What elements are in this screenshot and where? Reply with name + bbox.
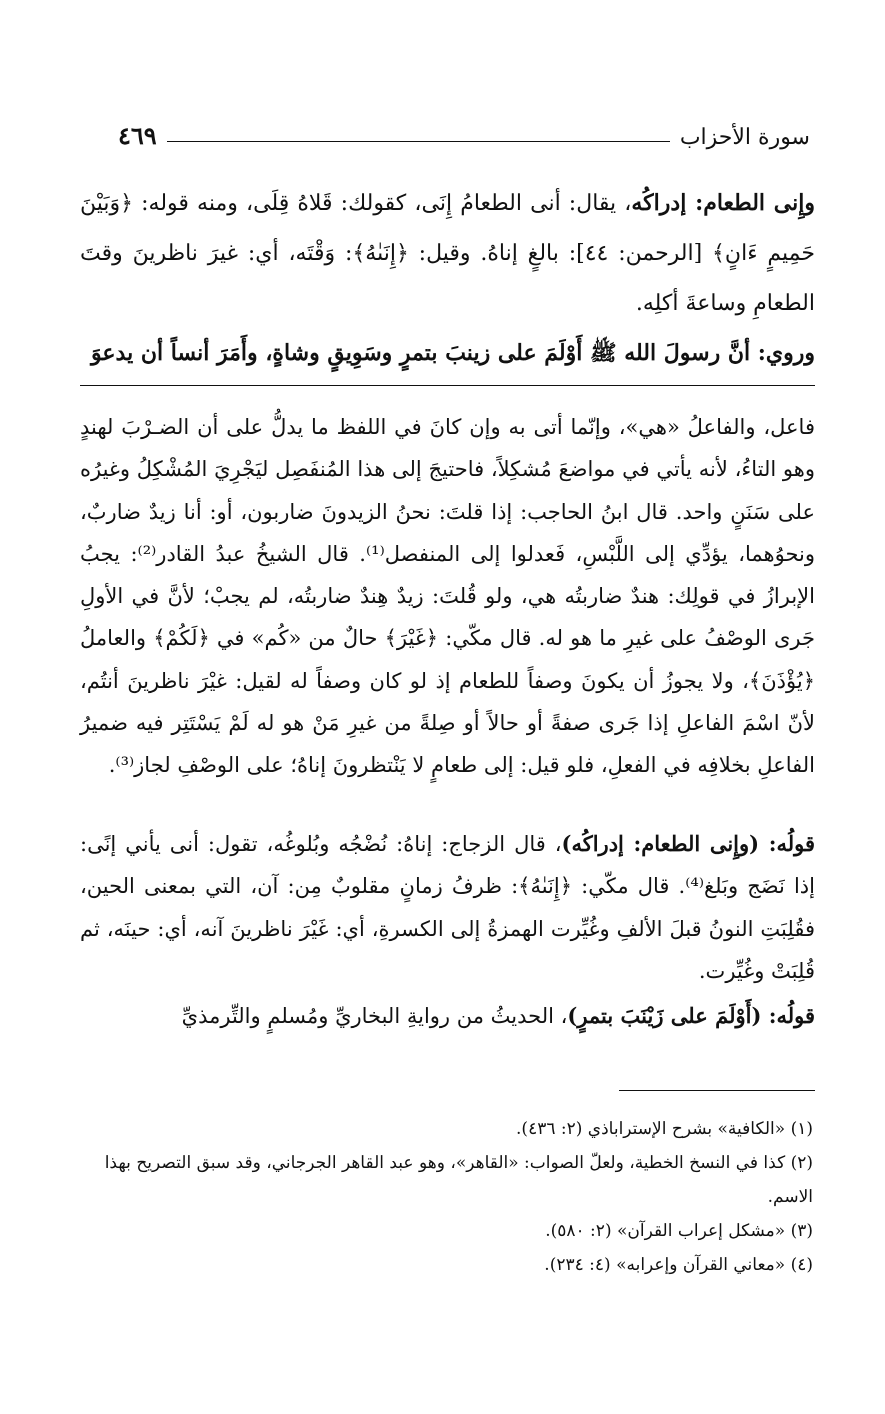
footnotes [80, 1112, 813, 1282]
matn-body: ، يقال: أنى الطعامُ إِنَى، كقولك: قَلاهُ قِلَى، ومنه قوله: ﴿وَبَيْنَ حَمِيمٍ ءَانٍ﴾ [الرحمن: ٤٤]: بالغٍ إناهُ. وقيل: ﴿إِنَىٰهُ﴾: وَقْتَه، أي: غيرَ ناظرينَ وقتَ الطعامِ وساعةَ أكلِه. [80, 191, 815, 316]
footnote-1: (١) «الكافية» بشرح الإستراباذي (٢: ٤٣٦). [516, 1119, 813, 1139]
sharh-2-lead: قولُه: (وإِنى الطعام: إدراكُه) [561, 831, 815, 856]
matn-hadith [80, 333, 815, 373]
footnote-4: (٤) «معاني القرآن وإعرابه» (٤: ٢٣٤). [544, 1255, 813, 1275]
matn-text [80, 178, 815, 329]
sharh-text-2 [80, 823, 815, 992]
matn-lead: وإِنى الطعام: إدراكُه [631, 190, 815, 216]
surah-title: سورة الأحزاب [679, 125, 810, 150]
footnote-divider [619, 1090, 815, 1091]
sharh-paragraph-2 [80, 823, 815, 992]
sharh-paragraph-3 [80, 995, 815, 1037]
header-rule [167, 141, 670, 142]
sharh-text-3 [80, 995, 815, 1037]
hadith-line: وروي: أنَّ رسولَ الله ﷺ أَوْلَمَ على زينبَ بتمرٍ وسَوِيقٍ وشاةٍ، وأَمَرَ أنساً أن يدعوَ [91, 340, 815, 366]
sharh-paragraph-1 [80, 406, 815, 787]
footnote-2: (٢) كذا في النسخ الخطية، ولعلّ الصواب: «القاهر»، وهو عبد القاهر الجرجاني، وقد سبق التصريح بهذا الاسم. [104, 1153, 813, 1207]
footnote-3: (٣) «مشكل إعراب القرآن» (٢: ٥٨٠). [545, 1221, 813, 1241]
sharh-3-lead: قولُه: (أَوْلَمَ على زَيْنَبَ بتمرٍ) [567, 1003, 815, 1028]
matn-paragraph [80, 178, 815, 329]
sharh-2-body: ، قال الزجاج: إناهُ: نُضْجُه وبُلوغُه، تقول: أنى يأني إنًى: إذا نَضَج وبَلغ⁽⁴⁾. قال مكّي: ﴿إِنَىٰهُ﴾: ظرفُ زمانٍ مقلوبٌ مِن: آن، التي بمعنى الحين، فقُلِبَتِ النونُ قبلَ الألفِ وغُيِّرت الهمزةُ إلى الكسرةِ، أي: غَيْرَ ناظرينَ آنه، أي: حينَه، ثم قُلِبَتْ وغُيِّرت. [80, 832, 815, 983]
page-header [118, 110, 810, 150]
sharh-text-1: فاعل، والفاعلُ «هي»، وإنّما أتى به وإن كانَ في اللفظ ما يدلُّ على أن الضـرْبَ لهندٍ وهو التاءُ، لأنه يأتي في مواضعَ مُشكِلاً، فاحتيجَ إلى هذا المُنفَصِل ليَجْرِيَ المُشْكِلُ وغيرُه على سَنَنٍ واحد. قال ابنُ الحاجب: إذا قلتَ: نحنُ الزيدونَ ضاربون، أو: أنا زيدٌ ضاربٌ، ونحوُهما، يؤدِّي إلى اللَّبْسِ، فَعدلوا إلى المنفصل⁽¹⁾. قال الشيخُ عبدُ القادر⁽²⁾: يجبُ الإبرازُ في قولِك: هندٌ ضاربتُه هي، ولو قُلتَ: زيدٌ هِندٌ ضاربتُه، لم يجبْ؛ لأنَّ في الأولِ جَرى الوصْفُ على غيرِ ما هو له. قال مكّي: ﴿غَيْرَ﴾ حالٌ من «كُم» في ﴿لَكُمْ﴾ والعاملُ ﴿يُؤْذَنَ﴾، ولا يجوزُ أن يكونَ وصفاً للطعام إذ لو كان وصفاً له لقيل: غيْرَ ناظرينَ أنتُم، لأنّ اسْمَ الفاعلِ إذا جَرى صفةً أو حالاً أو صِلةً من غيرِ مَنْ هو له لَمْ يَسْتَتِر فيه ضميرُ الفاعلِ بخلافِه في الفعلِ، فلو قيل: إلى طعامٍ لا يَنْتظرونَ إناهُ؛ على الوصْفِ لجاز⁽³⁾. [80, 415, 815, 778]
matn-sharh-divider [80, 385, 815, 386]
page-number: ٤٦٩ [118, 121, 157, 150]
sharh-3-body: ، الحديثُ من روايةِ البخاريِّ ومُسلمٍ والتِّرمذيِّ [181, 1004, 568, 1028]
